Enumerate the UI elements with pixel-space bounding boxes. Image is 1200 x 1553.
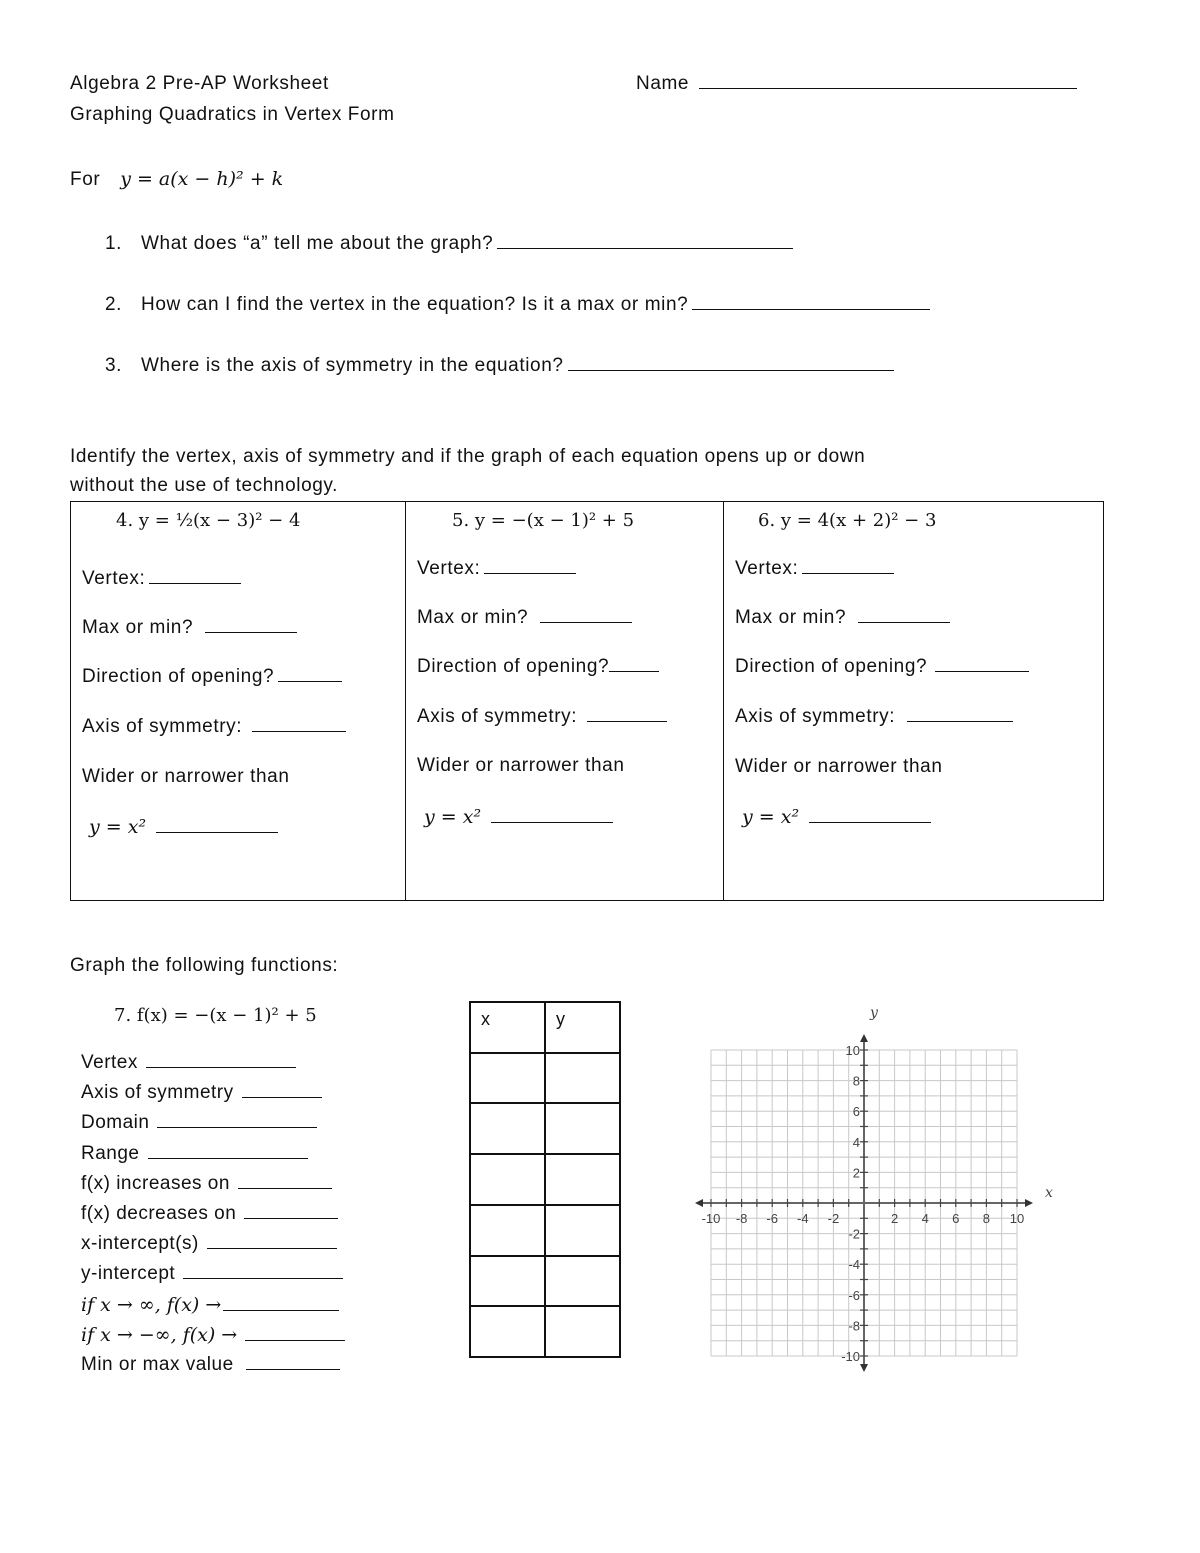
graph-instructions: Graph the following functions: [70,955,339,976]
max-min-prompt: Max or min? [82,617,297,639]
y-axis-arrow-up [860,1034,868,1042]
table-header-x: x [470,1002,545,1053]
property-axis: Axis of symmetry [81,1082,345,1112]
axis-prompt: Axis of symmetry: [417,706,667,728]
question-number: 1. [105,233,123,254]
property-min-max: Min or max value [81,1354,345,1384]
table-row [470,1053,620,1104]
axis-prompt: Axis of symmetry: [735,706,1013,728]
x-tick-label: -4 [797,1211,809,1226]
identify-table [70,501,1104,901]
answer-blank[interactable] [935,657,1029,672]
identify-instructions-line2: without the use of technology. [70,475,338,496]
property-limit-pos: if x → ∞, f(x) → [81,1294,345,1324]
answer-blank[interactable] [238,1174,332,1189]
answer-blank[interactable] [252,717,346,732]
answer-blank[interactable] [205,618,297,633]
x-tick-label: 10 [1009,1211,1025,1226]
answer-blank[interactable] [278,667,342,682]
answer-blank[interactable] [246,1355,340,1370]
direction-prompt: Direction of opening? [417,656,659,678]
vertex-form-formula: y = a(x − h)² + k [120,168,284,190]
table-cell[interactable] [545,1205,620,1256]
coordinate-grid[interactable] [686,1000,1066,1380]
table-cell[interactable] [545,1154,620,1205]
wider-prompt: Wider or narrower than [735,756,943,777]
problem-5-cell [405,502,724,900]
name-blank[interactable] [699,74,1077,89]
answer-blank[interactable] [242,1083,322,1098]
problem-equation: 4. y = ½(x − 3)² − 4 [116,510,301,531]
axis-prompt: Axis of symmetry: [82,716,346,738]
compare-prompt: y = x² [742,806,931,829]
name-field[interactable] [636,73,1077,95]
y-tick-label: 10 [845,1043,860,1058]
question-text: What does “a” tell me about the graph? [141,233,494,254]
property-limit-neg: if x → −∞, f(x) → [81,1324,345,1354]
property-y-intercept: y-intercept [81,1263,345,1293]
table-row [470,1306,620,1357]
table-cell[interactable] [545,1053,620,1104]
answer-blank[interactable] [148,1144,308,1159]
answer-blank[interactable] [497,234,793,249]
x-tick-label: 2 [890,1211,899,1226]
table-cell[interactable] [470,1053,545,1104]
answer-blank[interactable] [802,559,894,574]
wider-prompt: Wider or narrower than [82,766,290,787]
answer-blank[interactable] [183,1264,343,1279]
x-axis-arrow-right [1025,1199,1033,1207]
property-range: Range [81,1143,345,1173]
y-tick-label: -4 [848,1257,860,1273]
question-text: Where is the axis of symmetry in the equation? [141,355,564,376]
answer-blank[interactable] [692,295,930,310]
x-tick-label: -10 [701,1211,721,1226]
answer-blank[interactable] [587,707,667,722]
y-axis-arrow-down [860,1364,868,1372]
xy-value-table [469,1001,621,1358]
answer-blank[interactable] [156,818,278,833]
property-vertex: Vertex [81,1052,345,1082]
table-cell[interactable] [470,1256,545,1307]
table-row [470,1154,620,1205]
direction-prompt: Direction of opening? [735,656,1029,678]
vertex-prompt: Vertex: [82,568,241,590]
property-increases: f(x) increases on [81,1173,345,1203]
table-cell[interactable] [545,1256,620,1307]
max-min-prompt: Max or min? [417,607,632,629]
problem-equation: 6. y = 4(x + 2)² − 3 [758,510,937,531]
question-2 [105,294,930,316]
question-number: 2. [105,294,123,315]
answer-blank[interactable] [540,608,632,623]
question-text: How can I find the vertex in the equation? Is it a max or min? [141,294,689,315]
answer-blank[interactable] [568,356,894,371]
table-cell[interactable] [470,1306,545,1357]
question-3 [105,355,894,377]
formula-line [70,168,283,191]
y-tick-label: 8 [852,1073,860,1089]
x-axis-arrow-left [695,1199,703,1207]
table-header-y: y [545,1002,620,1053]
x-tick-label: 8 [982,1211,991,1226]
for-label: For [70,169,101,190]
vertex-prompt: Vertex: [735,558,894,580]
question-number: 3. [105,355,123,376]
wider-prompt: Wider or narrower than [417,755,625,776]
answer-blank[interactable] [223,1296,339,1311]
answer-blank[interactable] [491,808,613,823]
x-tick-label: -2 [827,1211,840,1226]
vertex-prompt: Vertex: [417,558,576,580]
y-tick-label: 6 [852,1104,860,1120]
compare-prompt: y = x² [89,816,278,839]
answer-blank[interactable] [858,608,950,623]
x-tick-label: 6 [952,1211,960,1226]
answer-blank[interactable] [809,808,931,823]
property-decreases: f(x) decreases on [81,1203,345,1233]
answer-blank[interactable] [157,1113,317,1128]
answer-blank[interactable] [484,559,576,574]
problem-4-cell [71,502,405,900]
table-row [470,1103,620,1154]
problem-equation: 5. y = −(x − 1)² + 5 [452,510,635,531]
y-tick-label: 4 [852,1134,860,1150]
property-domain: Domain [81,1112,345,1142]
compare-prompt: y = x² [424,806,613,829]
answer-blank[interactable] [609,657,659,672]
table-cell[interactable] [545,1306,620,1357]
y-tick-label: -8 [848,1318,860,1334]
properties-list [81,1052,345,1384]
table-cell[interactable] [545,1103,620,1154]
y-tick-label: -6 [848,1287,860,1303]
problem-6-cell [723,502,1103,900]
x-tick-label: 4 [921,1211,929,1226]
y-axis-label: y [870,1005,878,1021]
answer-blank[interactable] [245,1326,345,1341]
property-x-intercepts: x-intercept(s) [81,1233,345,1263]
name-label: Name [636,73,690,94]
answer-blank[interactable] [207,1234,337,1249]
identify-instructions-line1: Identify the vertex, axis of symmetry and if the graph of each equation opens up or down [70,446,866,467]
table-cell[interactable] [470,1154,545,1205]
y-tick-label: -10 [841,1349,860,1364]
table-cell[interactable] [470,1205,545,1256]
max-min-prompt: Max or min? [735,607,950,629]
x-tick-label: -6 [766,1211,778,1226]
worksheet-subtitle: Graphing Quadratics in Vertex Form [70,104,395,125]
answer-blank[interactable] [244,1204,338,1219]
question-1 [105,233,793,255]
x-axis-label: x [1045,1185,1053,1201]
y-tick-label: 2 [852,1165,860,1181]
answer-blank[interactable] [146,1053,296,1068]
answer-blank[interactable] [907,707,1013,722]
direction-prompt: Direction of opening? [82,666,342,688]
table-row [470,1205,620,1256]
answer-blank[interactable] [149,569,241,584]
table-header-row [470,1002,620,1053]
worksheet-title: Algebra 2 Pre-AP Worksheet [70,73,329,94]
table-cell[interactable] [470,1103,545,1154]
y-tick-label: -2 [848,1226,860,1242]
problem-7-equation: 7. f(x) = −(x − 1)² + 5 [114,1005,317,1026]
x-tick-label: -8 [735,1211,748,1226]
table-row [470,1256,620,1307]
